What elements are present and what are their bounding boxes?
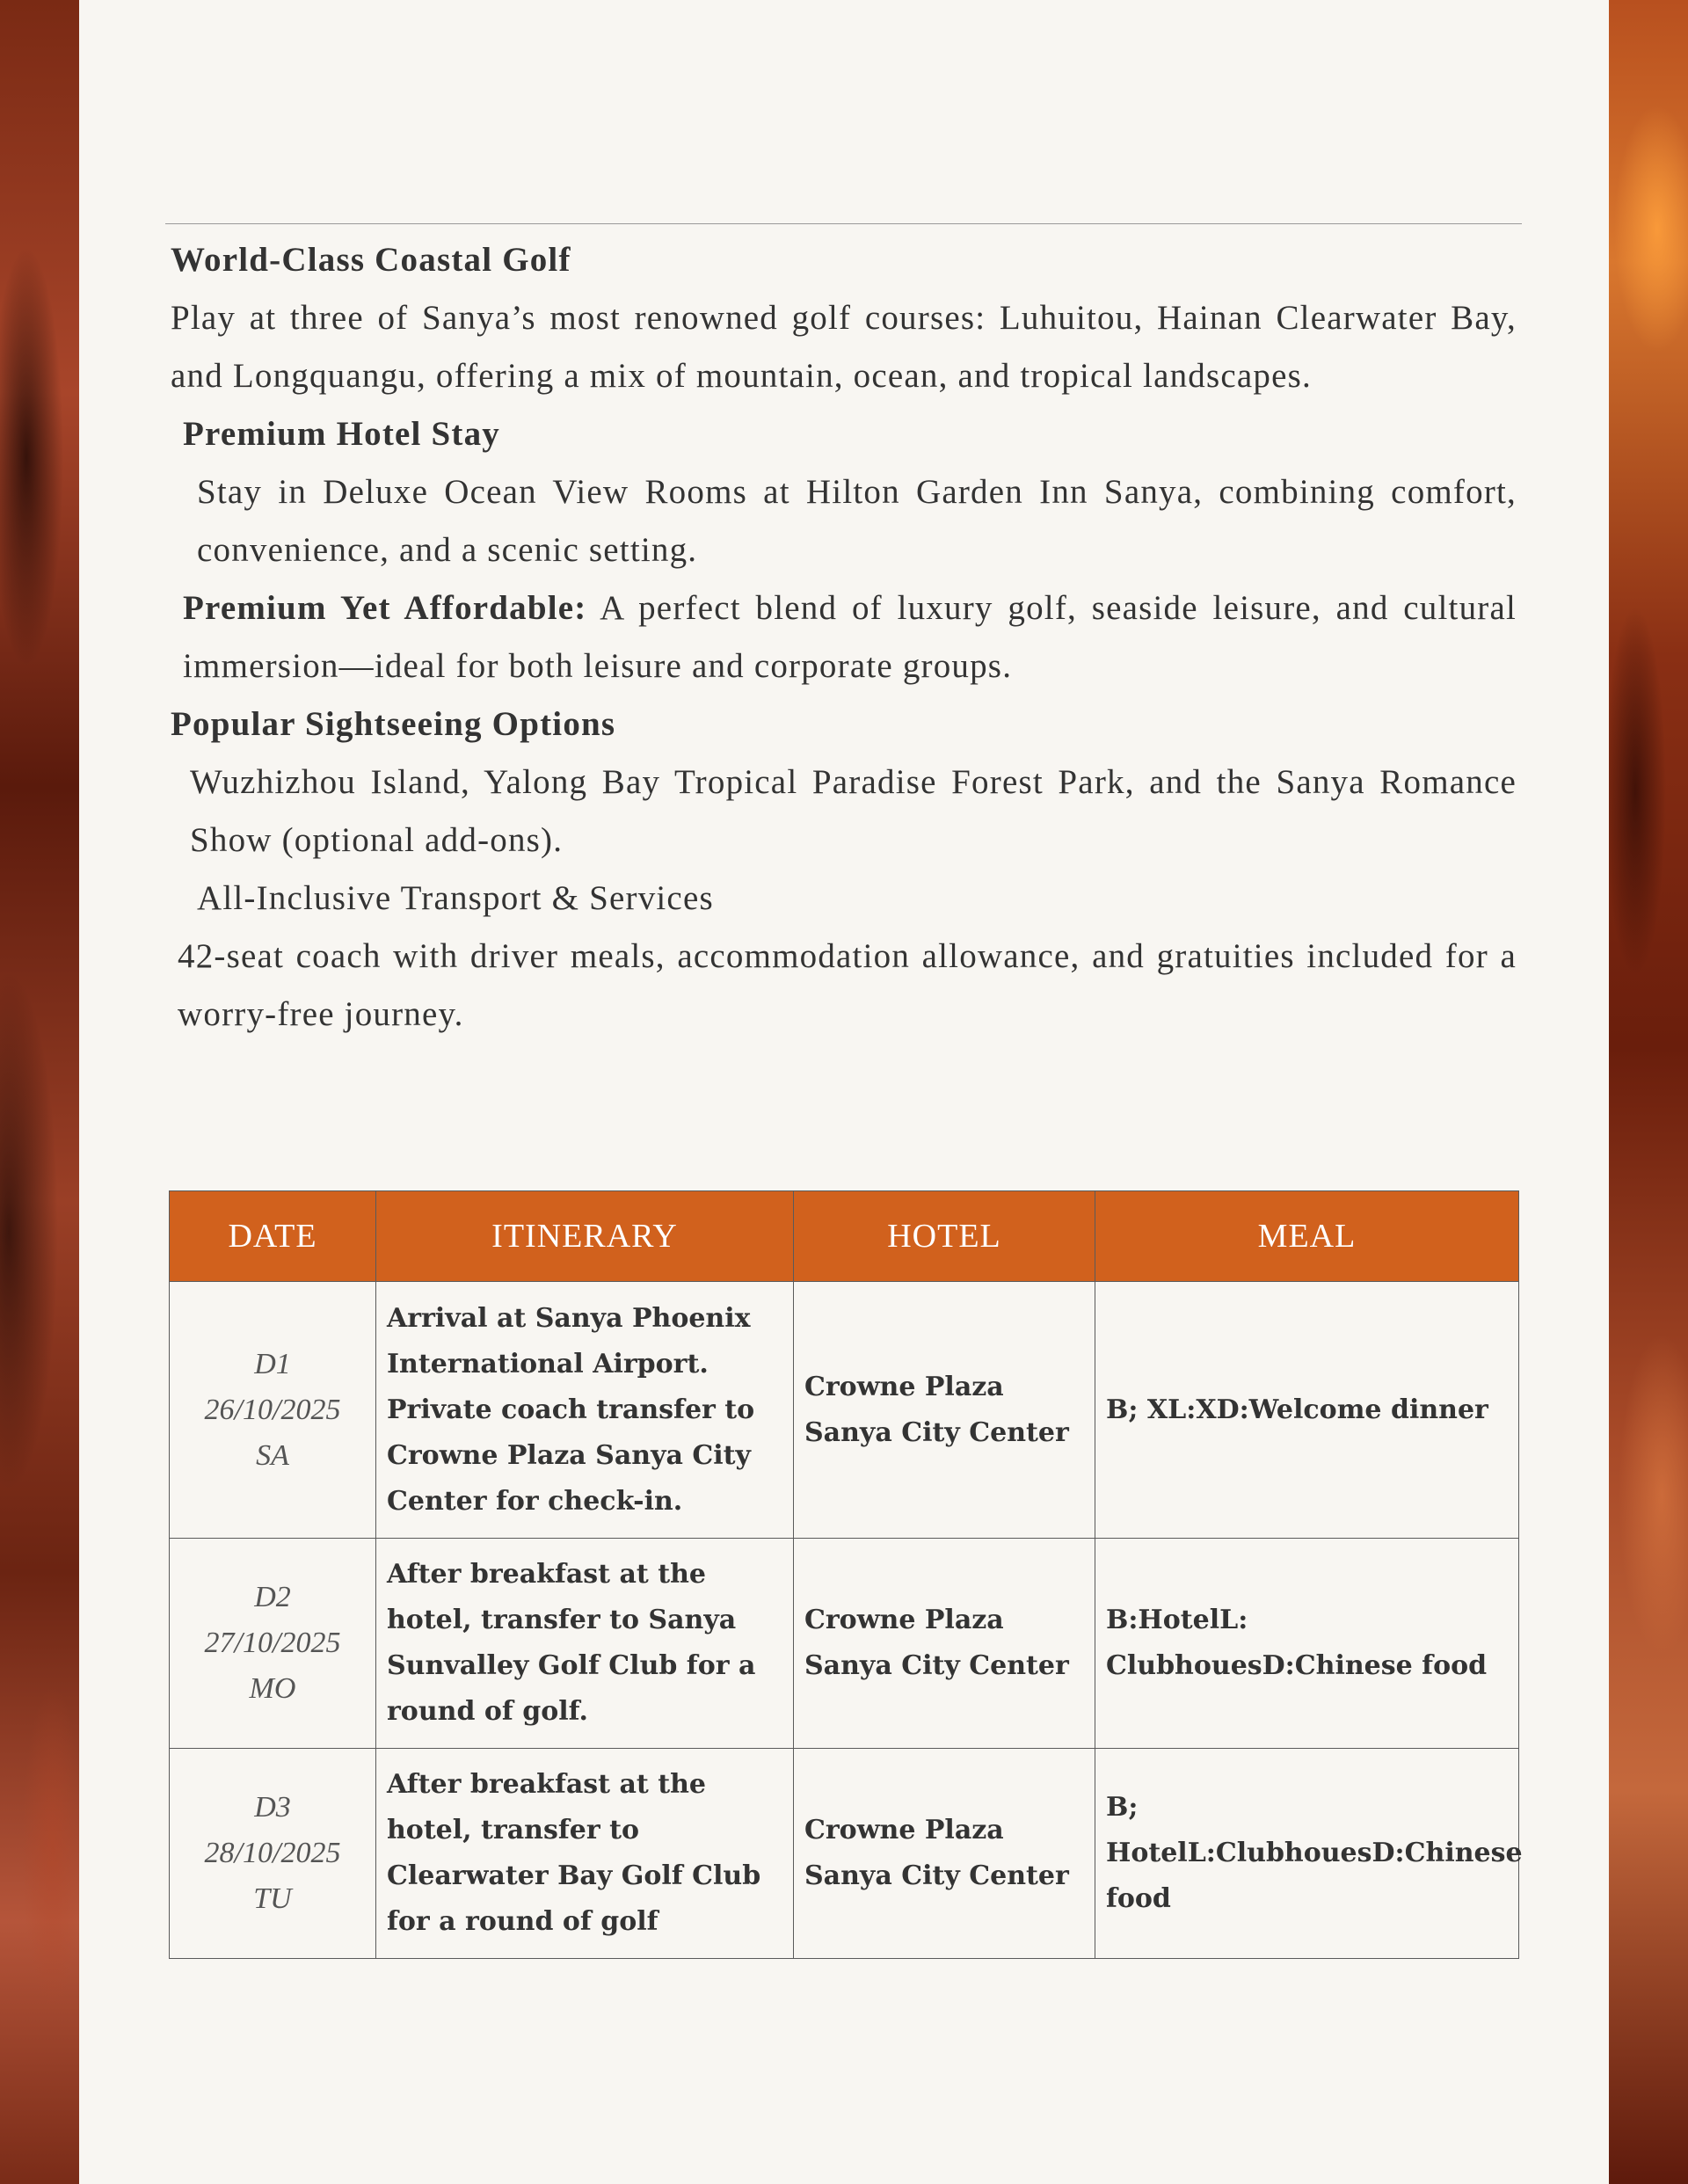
date-label: 26/10/2025 <box>204 1393 341 1426</box>
background-canyon-right <box>1609 0 1688 2184</box>
heading-hotel: Premium Hotel Stay <box>183 415 500 453</box>
table-row <box>170 1282 1519 1539</box>
date-cell <box>170 1749 376 1959</box>
hotel-location: Sanya City Center <box>804 1416 1069 1448</box>
hotel-cell <box>794 1282 1095 1539</box>
hotel-location: Sanya City Center <box>804 1650 1069 1681</box>
heading-sightseeing: Popular Sightseeing Options <box>171 705 616 743</box>
meal-cell: B; XL:XD:Welcome dinner <box>1095 1282 1519 1539</box>
date-cell <box>170 1282 376 1539</box>
meal-cell: B; HotelL:ClubhouesD:Chinese food <box>1095 1749 1519 1959</box>
itinerary-table <box>169 1190 1523 1959</box>
header-meal: MEAL <box>1095 1191 1519 1282</box>
date-label: 28/10/2025 <box>204 1837 341 1869</box>
hotel-cell <box>794 1539 1095 1749</box>
date-label: 27/10/2025 <box>204 1627 341 1659</box>
header-date: DATE <box>170 1191 376 1282</box>
day-label: D1 <box>254 1347 291 1380</box>
heading-transport: All-Inclusive Transport & Services <box>197 879 714 917</box>
date-cell <box>170 1539 376 1749</box>
hotel-location: Sanya City Center <box>804 1860 1069 1891</box>
paragraph-afford <box>171 579 1517 695</box>
weekday-label: TU <box>253 1882 292 1915</box>
itinerary-cell: After breakfast at the hotel, transfer to Sanya Sunvalley Golf Club for a round of golf. <box>376 1539 794 1749</box>
table-row <box>170 1539 1519 1749</box>
heading-golf: World-Class Coastal Golf <box>171 241 571 279</box>
text-transport: 42-seat coach with driver meals, accommodation allowance, and gratuities included for a worry-free journey. <box>178 937 1517 1033</box>
itinerary-cell: Arrival at Sanya Phoenix International Airport. Private coach transfer to Crowne Plaza Sanya City Center for check-in. <box>376 1282 794 1539</box>
hotel-name: Crowne Plaza <box>804 1605 1004 1635</box>
text-hotel: Stay in Deluxe Ocean View Rooms at Hilton Garden Inn Sanya, combining comfort, convenience, and a scenic setting. <box>197 473 1517 569</box>
hotel-name: Crowne Plaza <box>804 1371 1004 1402</box>
hotel-name: Crowne Plaza <box>804 1815 1004 1845</box>
background-canyon-left <box>0 0 79 2184</box>
text-sightseeing: Wuzhizhou Island, Yalong Bay Tropical Paradise Forest Park, and the Sanya Romance Show (optional add-ons). <box>190 763 1517 859</box>
highlights-section <box>171 231 1517 1044</box>
heading-afford: Premium Yet Affordable: <box>183 589 587 627</box>
meal-cell: B:HotelL: ClubhouesD:Chinese food <box>1095 1539 1519 1749</box>
itinerary-cell: After breakfast at the hotel, transfer to Clearwater Bay Golf Club for a round of golf <box>376 1749 794 1959</box>
day-label: D3 <box>254 1791 291 1824</box>
text-afford: A perfect blend of luxury golf, seaside leisure, and cultural immersion—ideal for both leisure and corporate groups. <box>183 589 1517 685</box>
day-label: D2 <box>254 1581 291 1613</box>
table-header-row <box>170 1191 1519 1282</box>
header-itinerary: ITINERARY <box>376 1191 794 1282</box>
document-page <box>79 0 1609 2184</box>
weekday-label: SA <box>256 1438 289 1472</box>
divider-line <box>165 223 1522 224</box>
weekday-label: MO <box>249 1672 296 1705</box>
hotel-cell <box>794 1749 1095 1959</box>
text-golf: Play at three of Sanya’s most renowned golf courses: Luhuitou, Hainan Clearwater Bay, and Longquangu, offering a mix of mountain, ocean, and tropical landscapes. <box>171 299 1517 395</box>
header-hotel: HOTEL <box>794 1191 1095 1282</box>
table-row <box>170 1749 1519 1959</box>
